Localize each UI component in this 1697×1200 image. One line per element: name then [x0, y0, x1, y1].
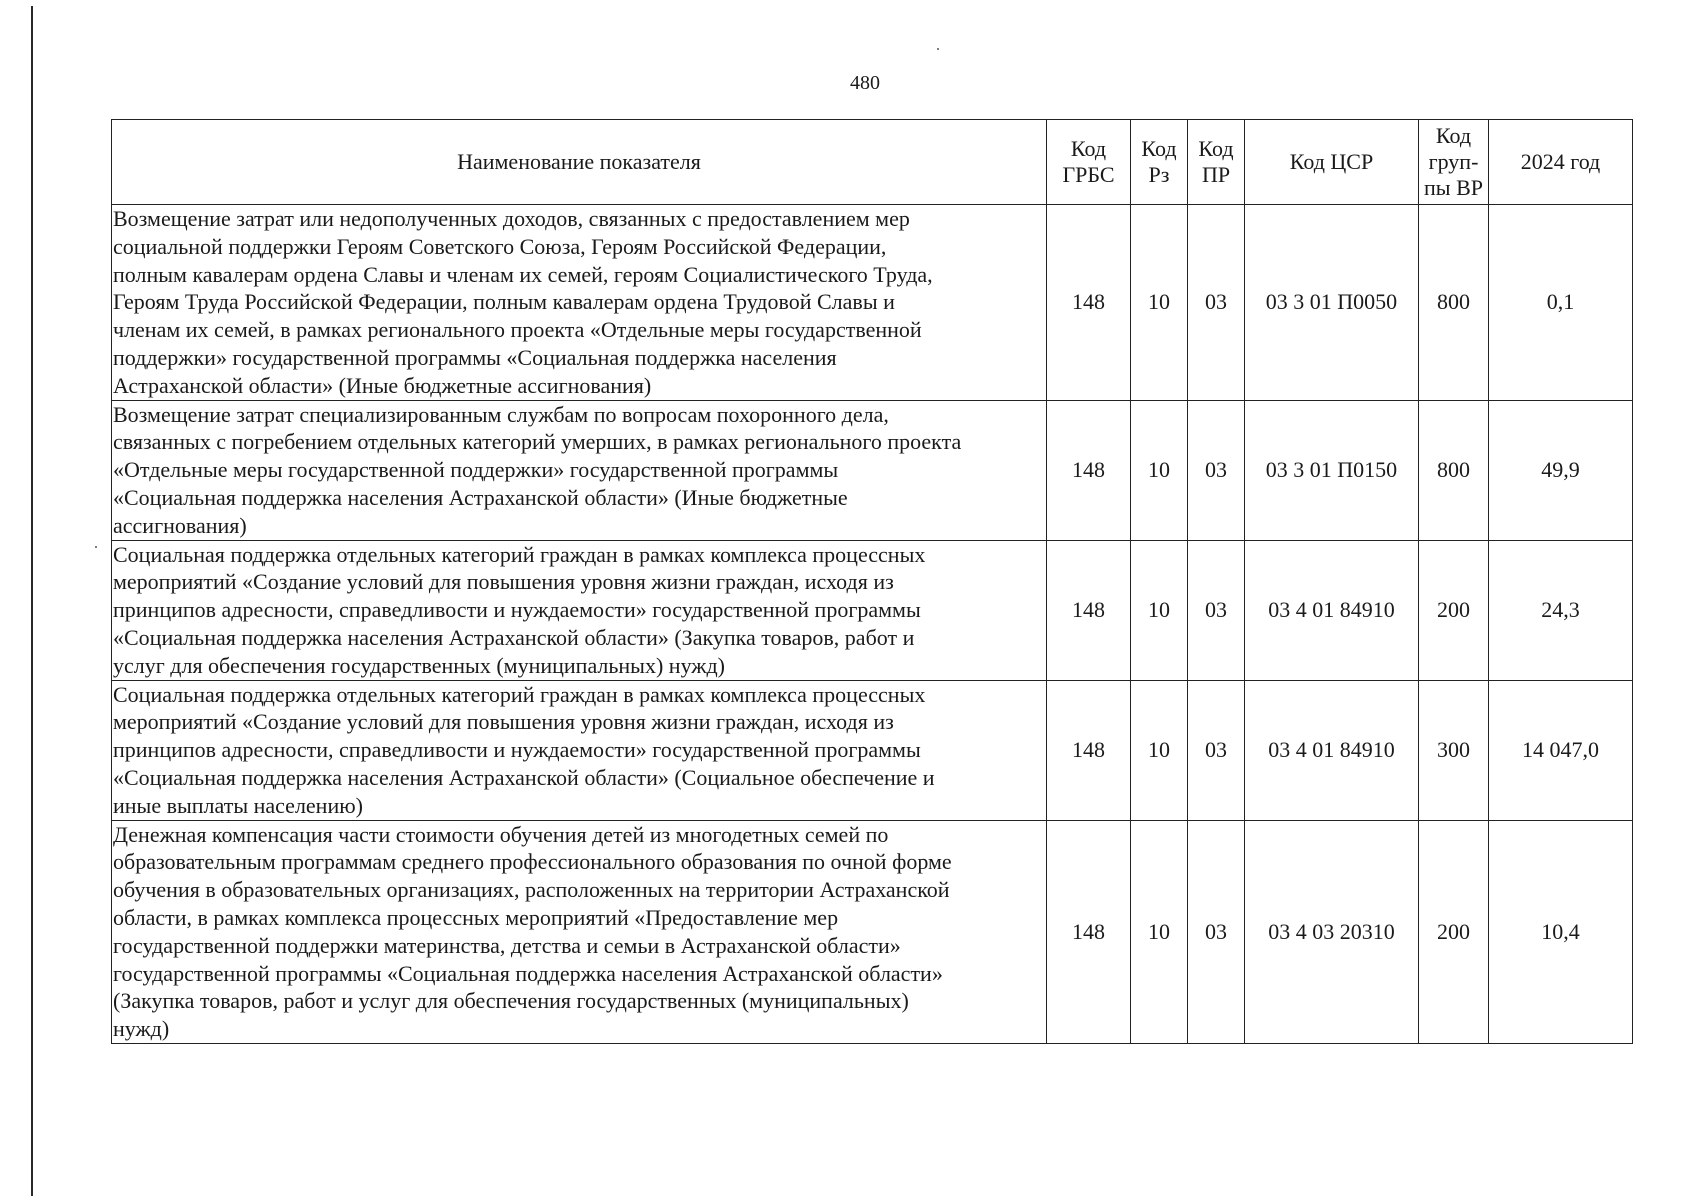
header-rz-line: Рз [1148, 162, 1170, 187]
indicator-name-cell [112, 205, 1047, 401]
pr-code-cell: 03 [1188, 205, 1245, 401]
table-row [112, 205, 1633, 401]
indicator-name-cell [112, 680, 1047, 820]
binding-edge-line [31, 6, 33, 1196]
indicator-name-line: образовательным программам среднего профессионального образования по очной форме [113, 849, 952, 875]
grbs-code-cell: 148 [1047, 205, 1131, 401]
scan-speck [937, 48, 939, 50]
amount-2024-cell: 0,1 [1489, 205, 1633, 401]
indicator-name-line: ассигнования) [113, 512, 247, 538]
indicator-name-line: поддержки» государственной программы «Социальная поддержка населения [113, 344, 837, 370]
indicator-name-line: Возмещение затрат специализированным службам по вопросам похоронного дела, [113, 401, 889, 427]
indicator-name-line: «Социальная поддержка населения Астраханской области» (Закупка товаров, работ и [113, 624, 915, 650]
indicator-name-line: области, в рамках комплекса процессных мероприятий «Предоставление мер [113, 904, 839, 930]
indicator-name-cell [112, 820, 1047, 1043]
grbs-code-cell: 148 [1047, 820, 1131, 1043]
pr-code-cell: 03 [1188, 400, 1245, 540]
indicator-name-line: услуг для обеспечения государственных (муниципальных) нужд) [113, 652, 725, 678]
indicator-name-line: иные выплаты населению) [113, 792, 363, 818]
pr-code-cell: 03 [1188, 820, 1245, 1043]
header-vr-line: пы ВР [1424, 175, 1483, 200]
indicator-name-line: государственной программы «Социальная поддержка населения Астраханской области» [113, 960, 943, 986]
amount-2024-cell: 24,3 [1489, 540, 1633, 680]
rz-code-cell: 10 [1131, 400, 1188, 540]
csr-code-cell: 03 4 01 84910 [1245, 680, 1419, 820]
csr-code-cell: 03 4 03 20310 [1245, 820, 1419, 1043]
header-vr-group-code [1419, 120, 1489, 205]
header-grbs-line: Код [1070, 136, 1107, 161]
indicator-name-line: членам их семей, в рамках регионального проекта «Отдельные меры государственной [113, 317, 922, 343]
header-indicator-name: Наименование показателя [112, 120, 1047, 205]
csr-code-cell: 03 4 01 84910 [1245, 540, 1419, 680]
rz-code-cell: 10 [1131, 680, 1188, 820]
page-number: 480 [850, 72, 880, 94]
pr-code-cell: 03 [1188, 680, 1245, 820]
indicator-name-cell [112, 540, 1047, 680]
table-body [112, 205, 1633, 1044]
grbs-code-cell: 148 [1047, 400, 1131, 540]
grbs-code-cell: 148 [1047, 540, 1131, 680]
csr-code-cell: 03 3 01 П0150 [1245, 400, 1419, 540]
indicator-name-cell [112, 400, 1047, 540]
vr-group-code-cell: 300 [1419, 680, 1489, 820]
indicator-name-line: «Социальная поддержка населения Астраханской области» (Социальное обеспечение и [113, 764, 935, 790]
header-row [112, 120, 1633, 205]
header-csr-code: Код ЦСР [1245, 120, 1419, 205]
csr-code-cell: 03 3 01 П0050 [1245, 205, 1419, 401]
indicator-name-line: Социальная поддержка отдельных категорий граждан в рамках комплекса процессных [113, 541, 926, 567]
indicator-name-line: полным кавалерам ордена Славы и членам их семей, героям Социалистического Труда, [113, 261, 933, 287]
header-rz-code [1131, 120, 1188, 205]
header-pr-line: Код [1198, 136, 1234, 161]
budget-table [111, 119, 1633, 1044]
header-pr-code [1188, 120, 1245, 205]
rz-code-cell: 10 [1131, 205, 1188, 401]
vr-group-code-cell: 200 [1419, 540, 1489, 680]
indicator-name-line: Социальная поддержка отдельных категорий граждан в рамках комплекса процессных [113, 681, 926, 707]
grbs-code-cell: 148 [1047, 680, 1131, 820]
header-year-2024: 2024 год [1489, 120, 1633, 205]
header-grbs-code [1047, 120, 1131, 205]
indicator-name-line: государственной поддержки материнства, детства и семьи в Астраханской области» [113, 932, 901, 958]
table-row [112, 680, 1633, 820]
indicator-name-line: «Отдельные меры государственной поддержки» государственной программы [113, 457, 839, 483]
indicator-name-line: мероприятий «Создание условий для повышения уровня жизни граждан, исходя из [113, 709, 894, 735]
indicator-name-line: «Социальная поддержка населения Астраханской области» (Иные бюджетные [113, 484, 848, 510]
table-row [112, 820, 1633, 1043]
amount-2024-cell: 49,9 [1489, 400, 1633, 540]
indicator-name-line: Денежная компенсация части стоимости обучения детей из многодетных семей по [113, 821, 889, 847]
table-row [112, 540, 1633, 680]
vr-group-code-cell: 800 [1419, 400, 1489, 540]
indicator-name-line: нужд) [113, 1016, 170, 1042]
rz-code-cell: 10 [1131, 820, 1188, 1043]
pr-code-cell: 03 [1188, 540, 1245, 680]
indicator-name-line: связанных с погребением отдельных категорий умерших, в рамках регионального проекта [113, 429, 962, 455]
header-rz-line: Код [1141, 136, 1177, 161]
header-vr-line: груп- [1428, 149, 1479, 174]
indicator-name-line: (Закупка товаров, работ и услуг для обеспечения государственных (муниципальных) [113, 988, 909, 1014]
header-vr-line: Код [1435, 123, 1472, 148]
indicator-name-line: Астраханской области» (Иные бюджетные ассигнования) [113, 372, 652, 398]
amount-2024-cell: 10,4 [1489, 820, 1633, 1043]
vr-group-code-cell: 200 [1419, 820, 1489, 1043]
scan-speck [95, 546, 97, 548]
amount-2024-cell: 14 047,0 [1489, 680, 1633, 820]
indicator-name-line: обучения в образовательных организациях, расположенных на территории Астраханской [113, 877, 950, 903]
table-row [112, 400, 1633, 540]
indicator-name-line: принципов адресности, справедливости и нуждаемости» государственной программы [113, 737, 921, 763]
indicator-name-line: Героям Труда Российской Федерации, полным кавалерам ордена Трудовой Славы и [113, 289, 895, 315]
vr-group-code-cell: 800 [1419, 205, 1489, 401]
indicator-name-line: принципов адресности, справедливости и нуждаемости» государственной программы [113, 597, 921, 623]
rz-code-cell: 10 [1131, 540, 1188, 680]
indicator-name-line: мероприятий «Создание условий для повышения уровня жизни граждан, исходя из [113, 569, 894, 595]
indicator-name-line: социальной поддержки Героям Советского Союза, Героям Российской Федерации, [113, 233, 887, 259]
header-grbs-line: ГРБС [1062, 162, 1115, 187]
header-pr-line: ПР [1201, 162, 1231, 187]
indicator-name-line: Возмещение затрат или недополученных доходов, связанных с предоставлением мер [113, 206, 910, 231]
